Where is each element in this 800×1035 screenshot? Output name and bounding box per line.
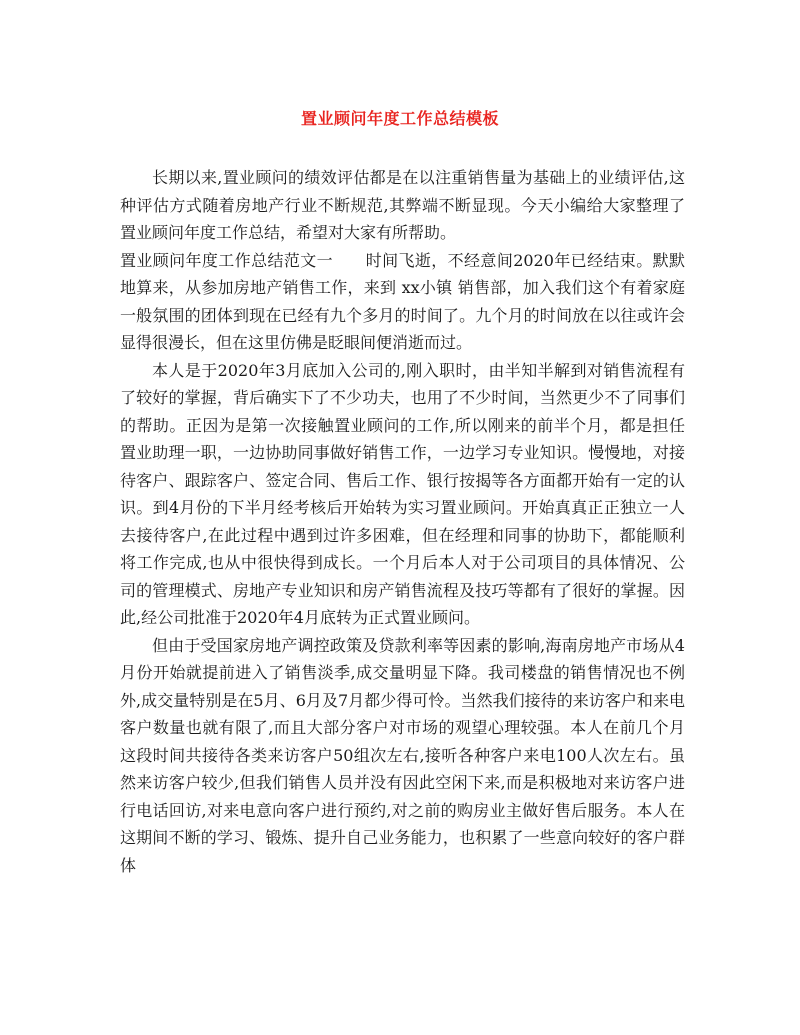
- paragraph-sample-one: 置业顾问年度工作总结范文一 时间飞逝，不经意间2020年已经结束。默默地算来，从参加房地产销售工作，来到 xx小镇 销售部，加入我们这个有着家庭一般氛围的团体到现在已经有九个多月的时间了。九个月的时间放在以往或许会显得很漫长，但在这里仿佛是眨眼间便消逝而过。: [120, 250, 685, 352]
- document-body: [120, 164, 685, 879]
- paragraph-market: 但由于受国家房地产调控政策及贷款利率等因素的影响,海南房地产市场从4月份开始就提前进入了销售淡季,成交量明显下降。我司楼盘的销售情况也不例外,成交量特别是在5月、6月及7月都少得可怜。当然我们接待的来访客户和来电客户数量也就有限了,而且大部分客户对市场的观望心理较强。本人在前几个月这段时间共接待各类来访客户50组次左右,接听各种客户来电100人次左右。虽然来访客户较少,但我们销售人员并没有因此空闲下来,而是积极地对来访客户进行电话回访,对来电意向客户进行预约,对之前的购房业主做好售后服务。本人在这期间不断的学习、锻炼、提升自己业务能力，也积累了一些意向较好的客户群体: [120, 635, 685, 875]
- paragraph-intro: 长期以来,置业顾问的绩效评估都是在以注重销售量为基础上的业绩评估,这种评估方式随着房地产行业不断规范,其弊端不断显现。今天小编给大家整理了置业顾问年度工作总结，希望对大家有所帮助。: [120, 168, 685, 242]
- document-title: 置业顾问年度工作总结模板: [300, 109, 499, 128]
- paragraph-joining: 本人是于2020年3月底加入公司的,刚入职时，由半知半解到对销售流程有了较好的掌握，背后确实下了不少功夫，也用了不少时间，当然更少不了同事们的帮助。正因为是第一次接触置业顾问的工作,所以刚来的前半个月，都是担任置业助理一职，一边协助同事做好销售工作，一边学习专业知识。慢慢地，对接待客户、跟踪客户、签定合同、售后工作、银行按揭等各方面都开始有一定的认识。到4月份的下半月经考核后开始转为实习置业顾问。开始真真正正独立一人去接待客户,在此过程中遇到过许多困难，但在经理和同事的协助下，都能顺利将工作完成,也从中很快得到成长。一个月后本人对于公司项目的具体情况、公司的管理模式、房地产专业知识和房产销售流程及技巧等都有了很好的掌握。因此,经公司批准于2020年4月底转为正式置业顾问。: [120, 360, 685, 627]
